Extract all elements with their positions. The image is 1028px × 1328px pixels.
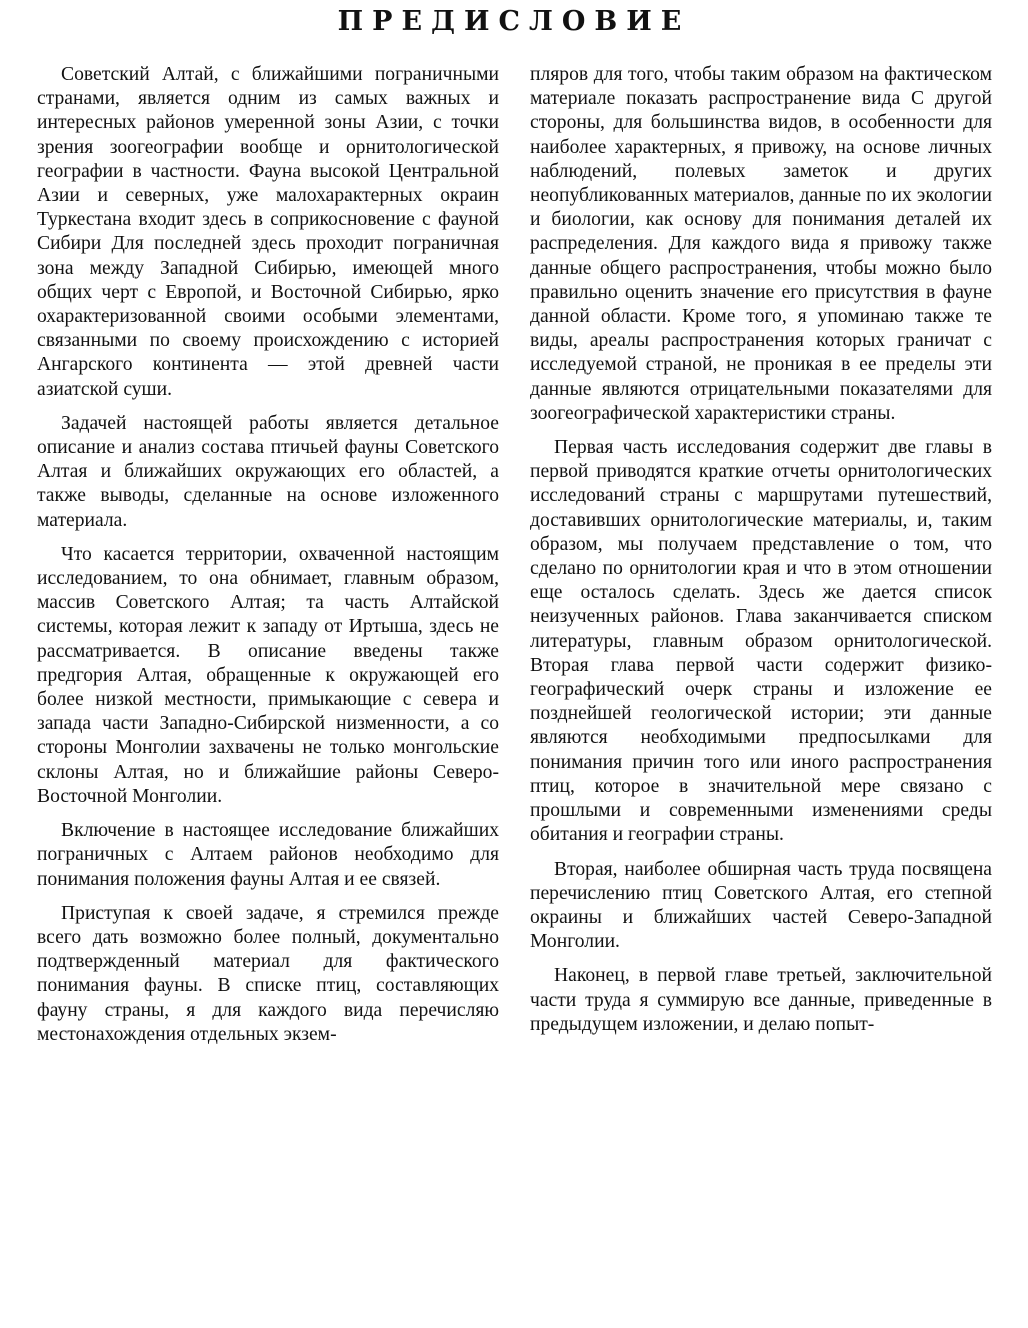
left-column xyxy=(37,63,499,1057)
paragraph: Первая часть исследования содержит две главы в первой приводятся краткие отчеты орнитологических исследований страны с маршрутами путешествий, доставивших орнитологические материалы, и, таким образом, мы получаем представление о том, что сделано по орнитологии края и что в этом отношении еще осталось сделать. Здесь же дается список неизученных районов. Глава заканчивается списком литературы, главным образом орнитологической. Вторая глава первой части содержит физико-географический очерк страны и изложение ее позднейшей геологической истории; эти данные являются необходимыми предпосылками для понимания причин того или иного распространения птиц, которое в значительной мере связано с прошлыми и современными изменениями среды обитания и географии страны. xyxy=(530,437,992,846)
paragraph: Наконец, в первой главе третьей, заключительной части труда я суммирую все данные, приведенные в предыдущем изложении, и делаю попыт- xyxy=(530,965,992,1035)
page-title: ПРЕДИСЛОВИЕ xyxy=(337,6,691,37)
paragraph: Советский Алтай, с ближайшими пограничными странами, является одним из самых важных и интересных районов умеренной зоны Азии, с точки зрения зоогеографии вообще и орнитологической географии в частности. Фауна высокой Центральной Азии и северных, уже малохарактерных окраин Туркестана входит здесь в соприкосновение с фауной Сибири Для последней здесь проходит пограничная зона между Западной Сибирью, имеющей много общих черт с Европой, и Восточной Сибирью, ярко охарактеризованной своими особыми элементами, связанными по своему происхождению с историей Ангарского континента — этой древней части азиатской суши. xyxy=(37,64,499,400)
paragraph: Включение в настоящее исследование ближайших пограничных с Алтаем районов необходимо для понимания положения фауны Алтая и ее связей. xyxy=(37,820,499,890)
paragraph: Задачей настоящей работы является детальное описание и анализ состава птичьей фауны Советского Алтая и ближайших окружающих его областей, а также выводы, сделанные на основе изложенного материала. xyxy=(37,412,499,531)
paragraph: пляров для того, чтобы таким образом на фактическом материале показать распространение вида С другой стороны, для большинства видов, в особенности для наиболее характерных, я привожу, на основе личных наблюдений, полевых заметок и других неопубликованных материалов, данные по их экологии и биологии, как основу для понимания деталей их распределения. Для каждого вида я привожу также данные общего распространения, чтобы можно было правильно оценить значение его присутствия в фауне данной области. Кроме того, я упоминаю также те виды, ареалы распространения которых граничат с исследуемой страной, не проникая в ее пределы эти данные являются отрицательными показателями для зоогеографической характеристики страны. xyxy=(530,64,992,424)
paragraph: Приступая к своей задаче, я стремился прежде всего дать возможно более полный, документально подтвержденный материал для фактического понимания фауны. В списке птиц, составляющих фауну страны, я для каждого вида перечисляю местонахождения отдельных экзем- xyxy=(37,902,499,1045)
right-column xyxy=(530,63,992,1047)
paragraph: Вторая, наиболее обширная часть труда посвящена перечислению птиц Советского Алтая, его степной окраины и ближайших частей Северо-Западной Монголии. xyxy=(530,858,992,953)
paragraph: Что касается территории, охваченной настоящим исследованием, то она обнимает, главным образом, массив Советского Алтая; та часть Алтайской системы, которая лежит к западу от Иртыша, здесь не рассматривается. В описание введены также предгория Алтая, обращенные к окружающей его более низкой местности, примыкающие с севера и запада части Западно-Сибирской низменности, а со стороны Монголии захвачены не только монгольские склоны Алтая, но и ближайшие районы Северо-Восточной Монголии. xyxy=(37,543,499,807)
